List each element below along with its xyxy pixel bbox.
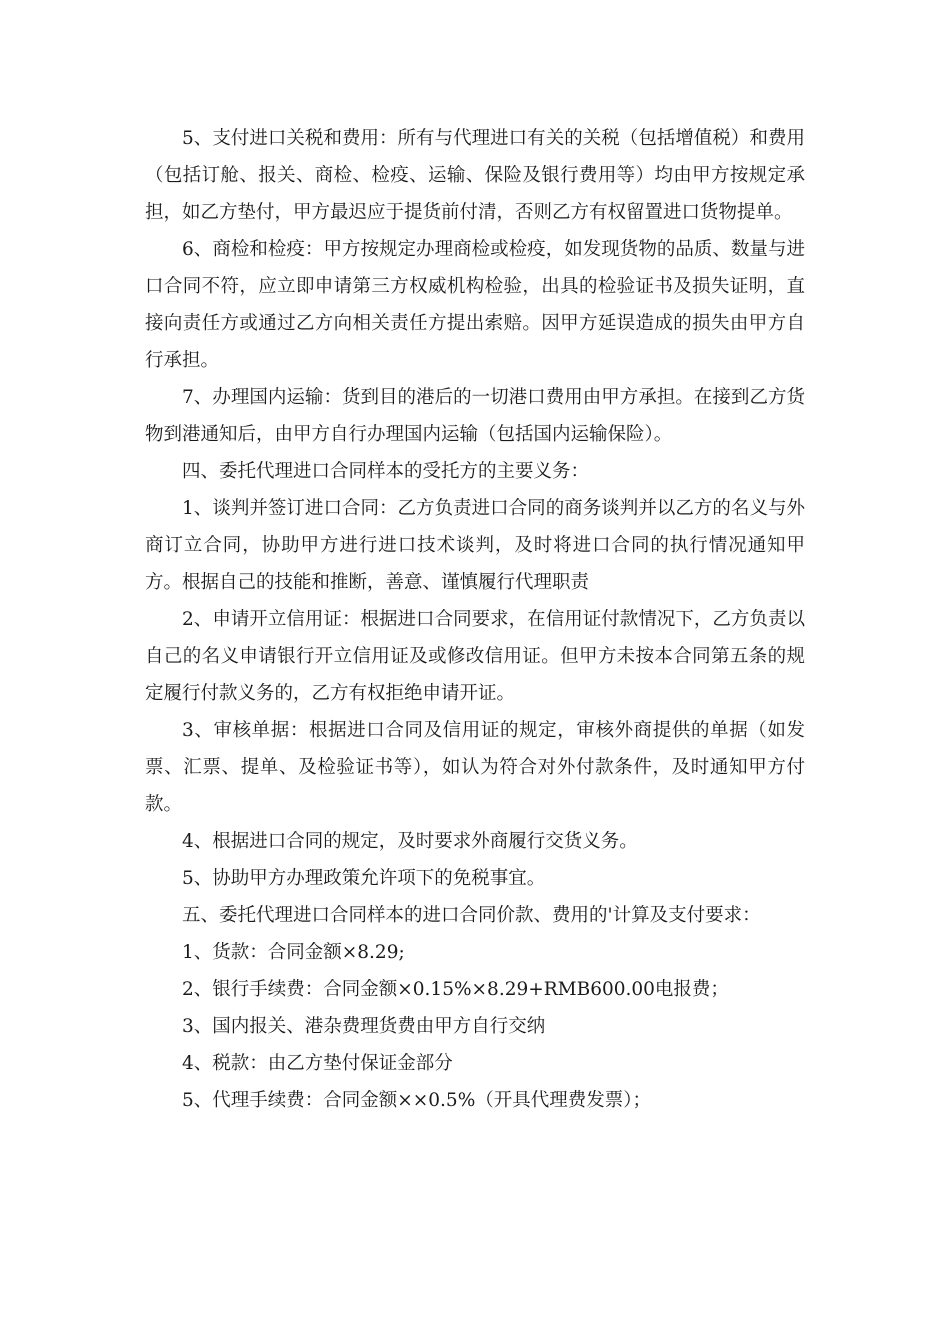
paragraph-payment-duties: 5、支付进口关税和费用：所有与代理进口有关的关税（包括增值税）和费用（包括订舱、报关、商检、检疫、运输、保险及银行费用等）均由甲方按规定承担，如乙方垫付，甲方最迟应于提货前付清，否则乙方有权留置进口货物提单。	[145, 128, 805, 223]
fee-item-agency-fee: 5、代理手续费：合同金额××0.5%（开具代理费发票）；	[182, 1090, 652, 1111]
fee-item-customs-port: 3、国内报关、港杂费理货费由甲方自行交纳	[182, 1016, 546, 1037]
section-heading-trustee-obligations: 四、委托代理进口合同样本的受托方的主要义务：	[182, 461, 590, 482]
paragraph-letter-of-credit: 2、申请开立信用证：根据进口合同要求，在信用证付款情况下，乙方负责以自己的名义申请银行开立信用证及或修改信用证。但甲方未按本合同第五条的规定履行付款义务的，乙方有权拒绝申请开证。	[145, 609, 805, 704]
fee-item-taxes: 4、税款：由乙方垫付保证金部分	[182, 1053, 453, 1074]
fee-item-goods-payment: 1、货款：合同金额×8.29;	[182, 942, 405, 963]
section-heading-price-fees: 五、委托代理进口合同样本的进口合同价款、费用的'计算及支付要求：	[182, 905, 761, 926]
fee-item-bank-charges: 2、银行手续费：合同金额×0.15%×8.29+RMB600.00电报费；	[182, 979, 729, 1000]
paragraph-review-documents: 3、审核单据：根据进口合同及信用证的规定，审核外商提供的单据（如发票、汇票、提单、及检验证书等），如认为符合对外付款条件，及时通知甲方付款。	[145, 720, 805, 815]
paragraph-delivery-obligation: 4、根据进口合同的规定，及时要求外商履行交货义务。	[182, 831, 638, 852]
document-page	[145, 120, 805, 1119]
paragraph-negotiate-contract: 1、谈判并签订进口合同：乙方负责进口合同的商务谈判并以乙方的名义与外商订立合同，协助甲方进行进口技术谈判，及时将进口合同的执行情况通知甲方。根据自己的技能和推断，善意、谨慎履行代理职责	[145, 498, 805, 593]
paragraph-domestic-transport: 7、办理国内运输：货到目的港后的一切港口费用由甲方承担。在接到乙方货物到港通知后，由甲方自行办理国内运输（包括国内运输保险）。	[145, 387, 805, 445]
paragraph-tax-exemption: 5、协助甲方办理政策允许项下的免税事宜。	[182, 868, 546, 889]
paragraph-inspection-quarantine: 6、商检和检疫：甲方按规定办理商检或检疫，如发现货物的品质、数量与进口合同不符，应立即申请第三方权威机构检验，出具的检验证书及损失证明，直接向责任方或通过乙方向相关责任方提出索赔。因甲方延误造成的损失由甲方自行承担。	[145, 239, 805, 371]
